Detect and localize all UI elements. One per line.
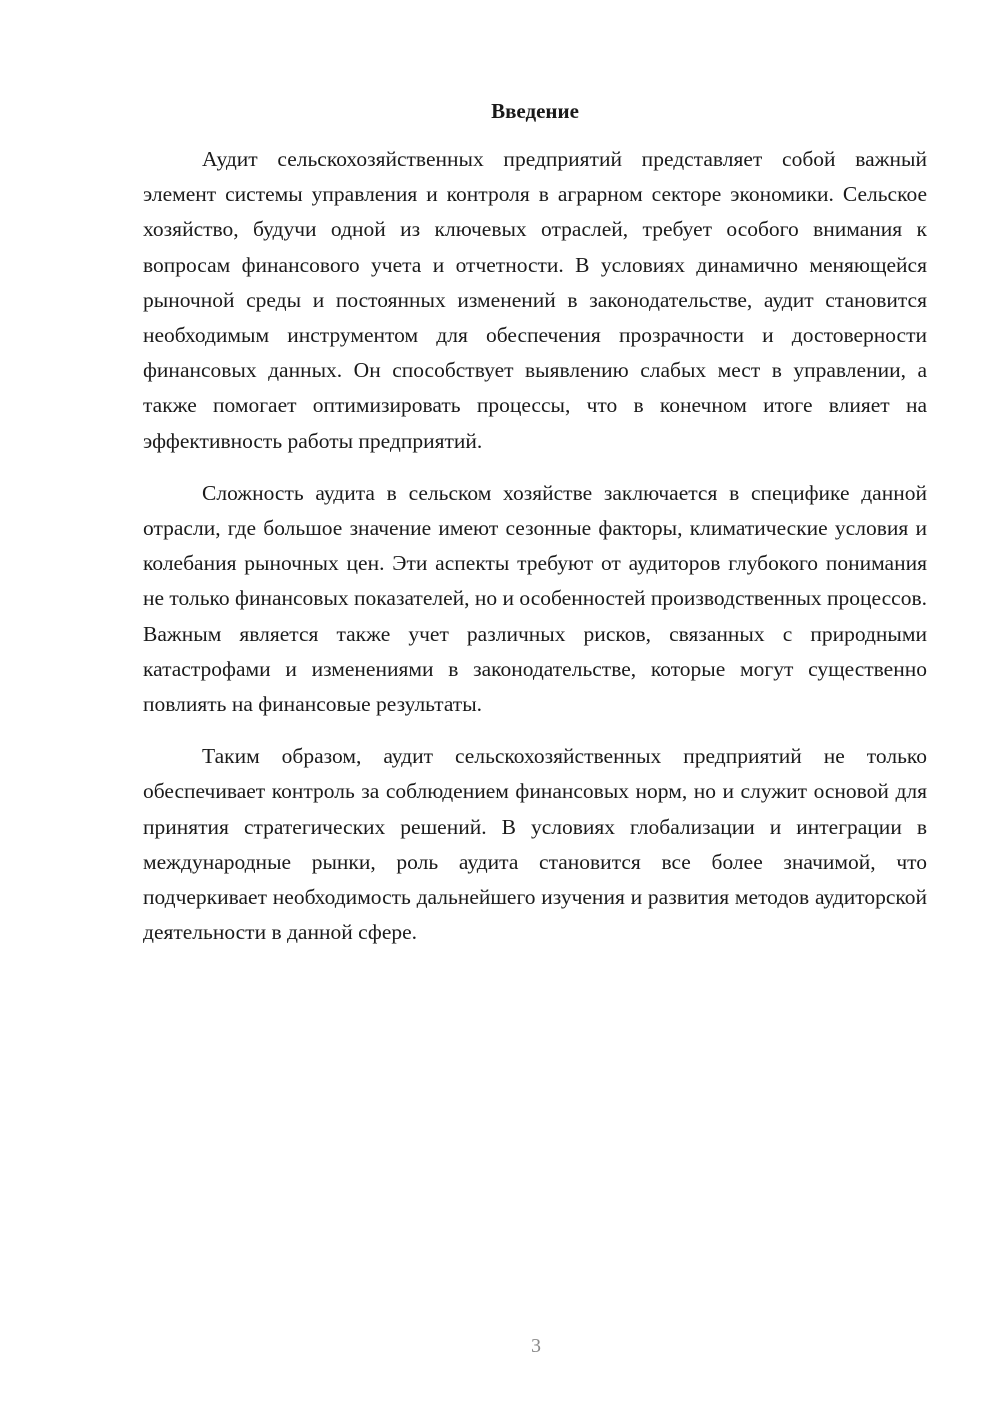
paragraph-1: Аудит сельскохозяйственных предприятий представляет собой важный элемент системы управления и контроля в аграрном секторе экономики. Сельское хозяйство, будучи одной из ключевых отраслей, требует особого внимания к вопросам финансового учета и отчетности. В условиях динамично меняющейся рыночной среды и постоянных изменений в законодательстве, аудит становится необходимым инструментом для обеспечения прозрачности и достоверности финансовых данных. Он способствует выявлению слабых мест в управлении, а также помогает оптимизировать процессы, что в конечном итоге влияет на эффективность работы предприятий. xyxy=(143,147,927,453)
paragraph-2: Сложность аудита в сельском хозяйстве заключается в специфике данной отрасли, где большое значение имеют сезонные факторы, климатические условия и колебания рыночных цен. Эти аспекты требуют от аудиторов глубокого понимания не только финансовых показателей, но и особенностей производственных процессов. Важным является также учет различных рисков, связанных с природными катастрофами и изменениями в законодательстве, которые могут существенно повлиять на финансовые результаты. xyxy=(143,480,927,717)
document-body xyxy=(143,142,927,950)
page-number: 3 xyxy=(531,1335,541,1357)
section-heading: Введение xyxy=(491,99,579,123)
paragraph-3: Таким образом, аудит сельскохозяйственных предприятий не только обеспечивает контроль за соблюдением финансовых норм, но и служит основой для принятия стратегических решений. В условиях глобализации и интеграции в международные рынки, роль аудита становится все более значимой, что подчеркивает необходимость дальнейшего изучения и развития методов аудиторской деятельности в данной сфере. xyxy=(143,744,927,945)
